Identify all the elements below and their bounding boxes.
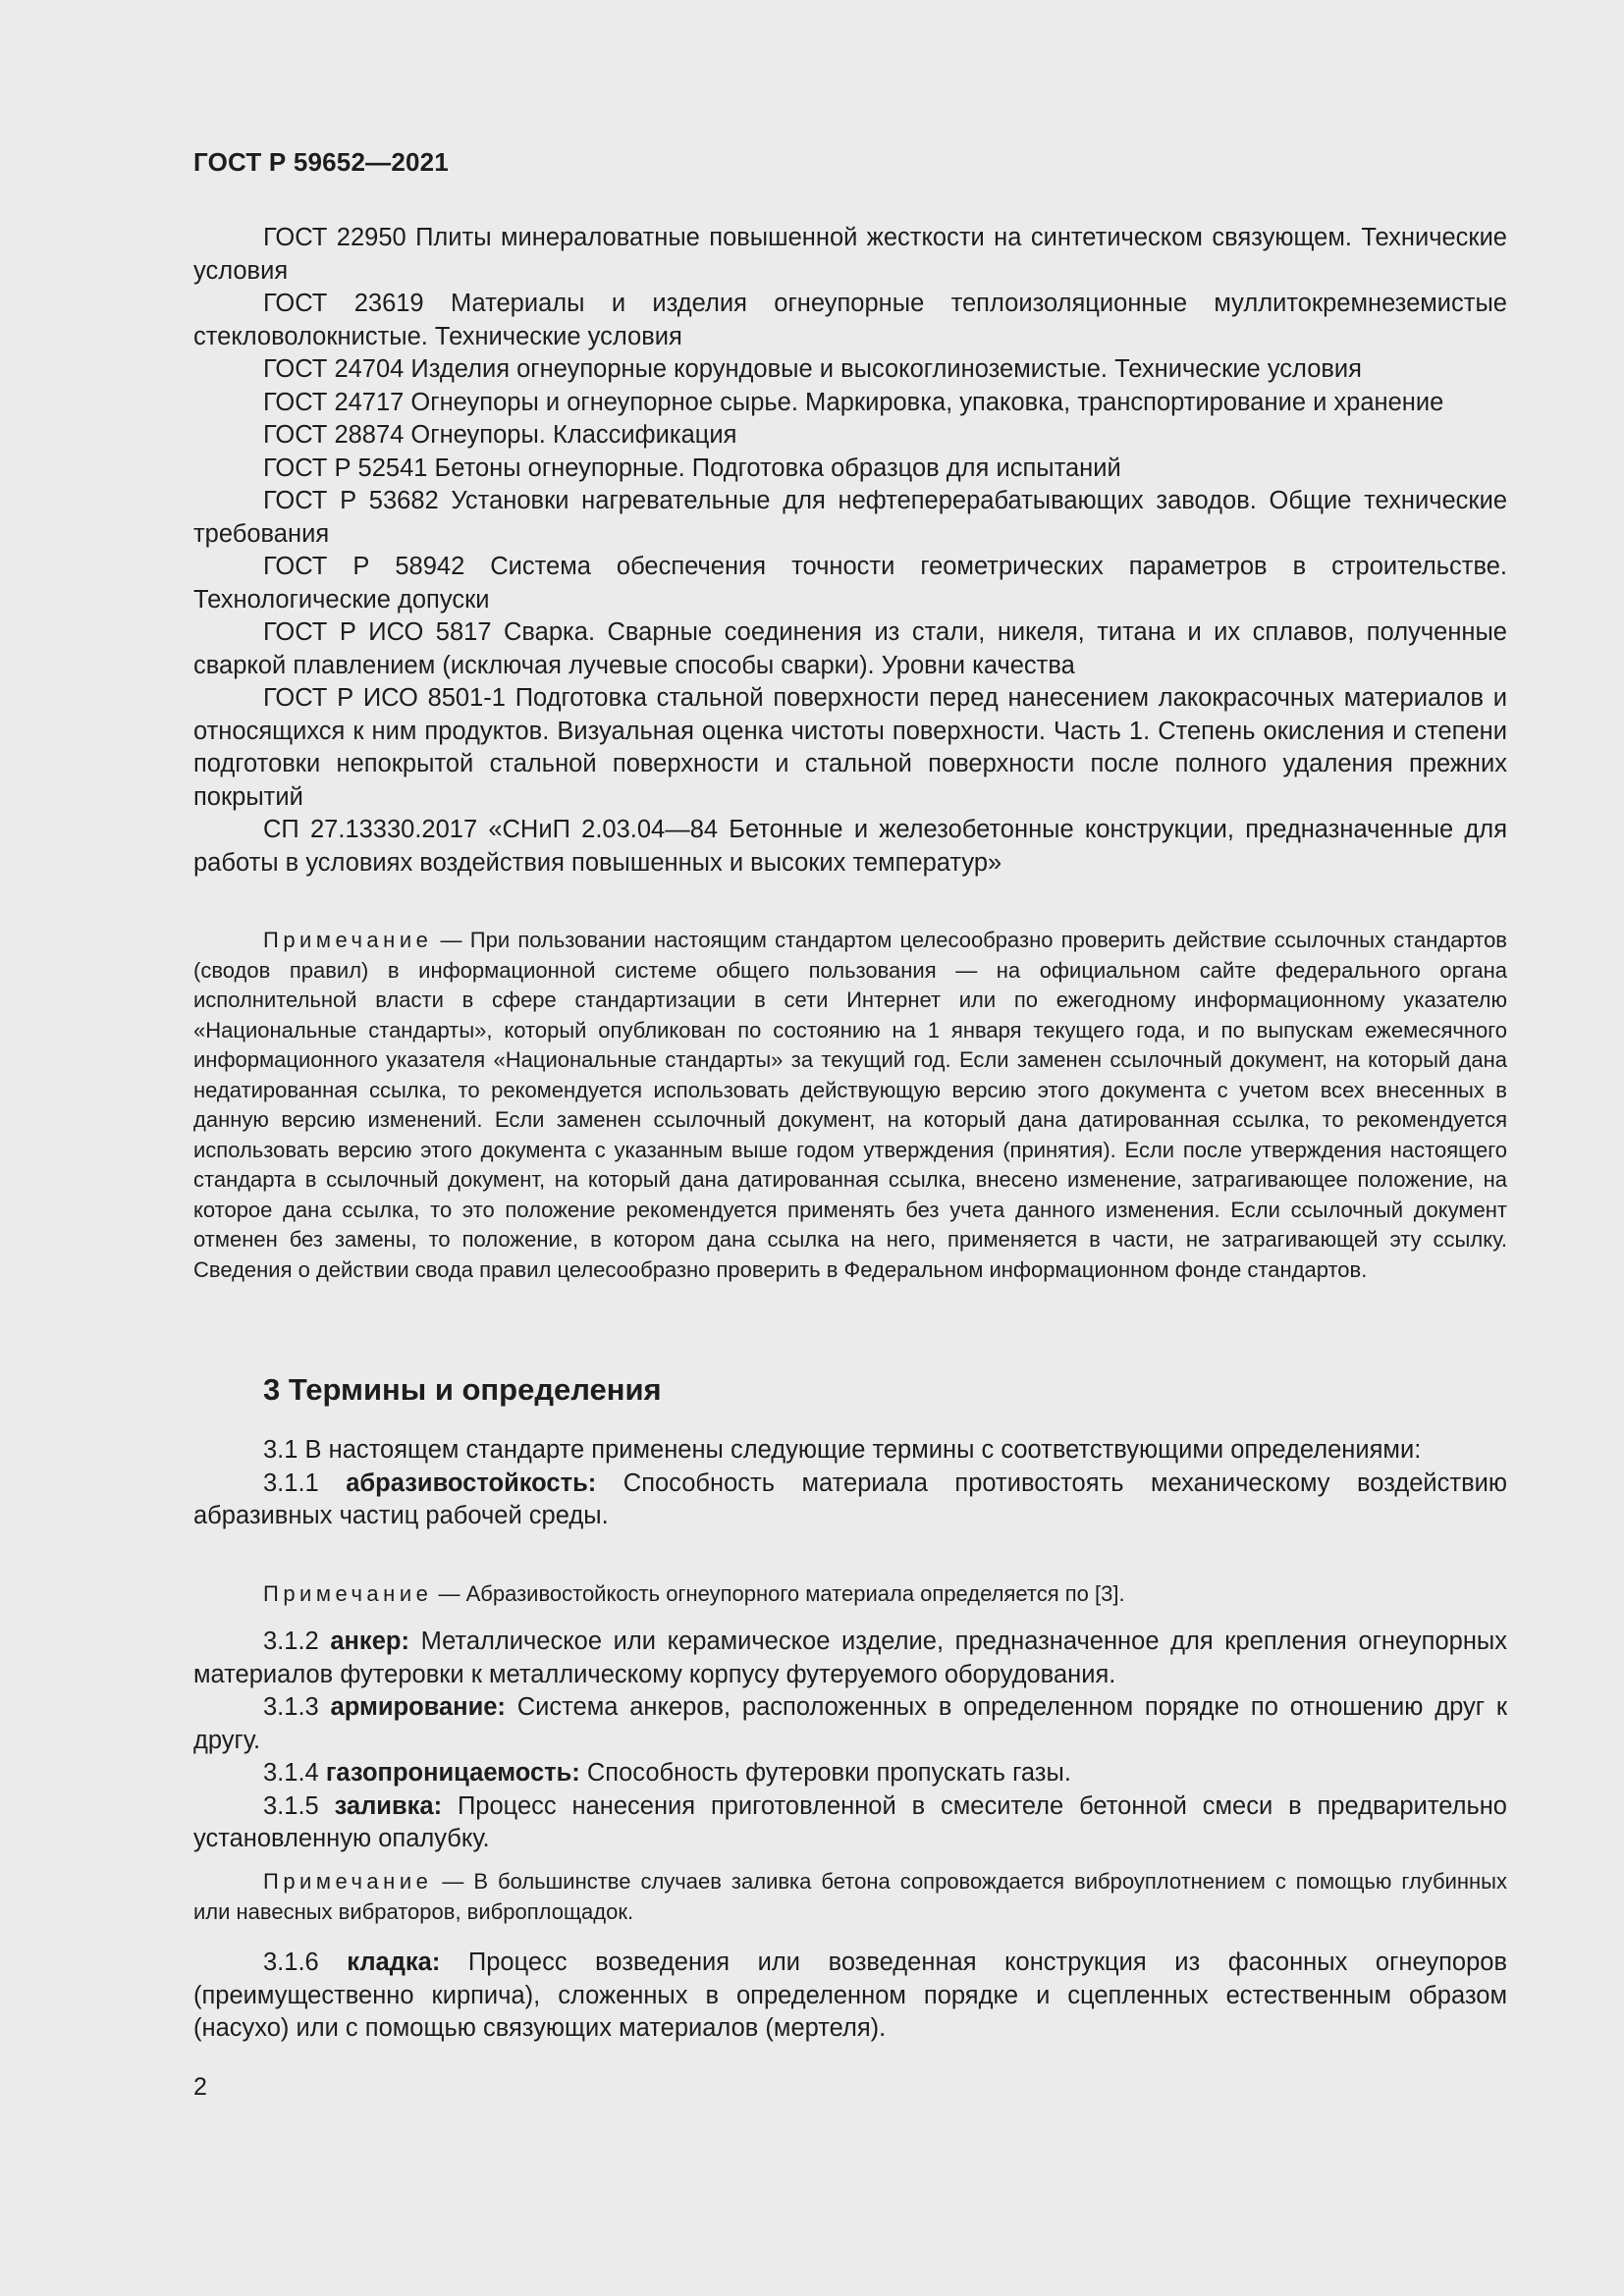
- term-name: анкер:: [330, 1628, 409, 1655]
- reference-item: ГОСТ Р 52541 Бетоны огнеупорные. Подготовка образцов для испытаний: [263, 454, 1121, 482]
- reference-item: ГОСТ 24717 Огнеупоры и огнеупорное сырье. Маркировка, упаковка, транспортирование и хранение: [263, 388, 1444, 416]
- note-label: Примечание: [263, 1869, 433, 1894]
- term-name: абразивостойкость:: [346, 1468, 597, 1497]
- page-number: 2: [193, 2073, 207, 2101]
- reference-item: СП 27.13330.2017 «СНиП 2.03.04—84 Бетонные и железобетонные конструкции, предназначенные для работы в условиях воздействия повышенных и высоких температур»: [193, 816, 1507, 877]
- term-name: заливка:: [334, 1791, 443, 1820]
- reference-item: ГОСТ 23619 Материалы и изделия огнеупорные теплоизоляционные муллитокремнеземистые стекловолокнистые. Технические условия: [193, 290, 1507, 350]
- term-definition: Способность футеровки пропускать газы.: [579, 1759, 1071, 1787]
- term-definition: Металлическое или керамическое изделие, предназначенное для крепления огнеупорных материалов футеровки к металлическому корпусу футеруемого оборудования.: [193, 1628, 1507, 1688]
- term-note: [193, 1579, 1507, 1610]
- normative-references-list: [193, 222, 1507, 880]
- reference-item: ГОСТ Р ИСО 8501-1 Подготовка стальной поверхности перед нанесением лакокрасочных материалов и относящихся к ним продуктов. Визуальная оценка чистоты поверхности. Часть 1. Степень окисления и степени подготовки непокрытой стальной поверхности и стальной поверхности после полного удаления прежних покрытий: [193, 684, 1507, 811]
- term-entry: 3.1.4 газопроницаемость: Способность футеровки пропускать газы.: [263, 1759, 1071, 1787]
- term-definition: Процесс нанесения приготовленной в смесителе бетонной смеси в предварительно установленную опалубку.: [193, 1791, 1507, 1852]
- note-text: — Абразивостойкость огнеупорного материала определяется по [3].: [432, 1581, 1125, 1606]
- reference-item: ГОСТ Р 58942 Система обеспечения точности геометрических параметров в строительстве. Технологические допуски: [193, 553, 1507, 614]
- term-definition: Система анкеров, расположенных в определенном порядке по отношению друг к другу.: [193, 1693, 1507, 1754]
- term-name: кладка:: [347, 1949, 441, 1976]
- references-note: [193, 926, 1507, 1285]
- note-label: Примечание: [263, 1581, 433, 1606]
- term-entry: 3.1.1 абразивостойкость: Способность материала противостоять механическому воздействию абразивных частиц рабочей среды.: [193, 1468, 1507, 1529]
- term-entry: 3.1.2 анкер: Металлическое или керамическое изделие, предназначенное для крепления огнеупорных материалов футеровки к металлическому корпусу футеруемого оборудования.: [193, 1628, 1507, 1688]
- term-note: [193, 1867, 1507, 1927]
- term-definition: Способность материала противостоять механическому воздействию абразивных частиц рабочей среды.: [193, 1468, 1507, 1529]
- document-code-header: ГОСТ Р 59652—2021: [193, 147, 449, 177]
- term-entry: 3.1.5 заливка: Процесс нанесения приготовленной в смесителе бетонной смеси в предварительно установленную опалубку.: [193, 1791, 1507, 1852]
- reference-item: ГОСТ 22950 Плиты минераловатные повышенной жесткости на синтетическом связующем. Технические условия: [193, 224, 1507, 285]
- reference-item: ГОСТ 28874 Огнеупоры. Классификация: [263, 421, 737, 449]
- note-text: — При пользовании настоящим стандартом целесообразно проверить действие ссылочных стандартов (сводов правил) в информационной системе общего пользования — на официальном сайте федерального органа исполнительной власти в сфере стандартизации в сети Интернет или по ежегодному информационному указателю «Национальные стандарты», который опубликован по состоянию на 1 января текущего года, и по выпускам ежемесячного информационного указателя «Национальные стандарты» за текущий год. Если заменен ссылочный документ, на который дана недатированная ссылка, то рекомендуется использовать действующую версию этого документа с учетом всех внесенных в данную версию изменений. Если заменен ссылочный документ, на который дана датированная ссылка, то рекомендуется использовать версию этого документа с указанным выше годом утверждения (принятия). Если после утверждения настоящего стандарта в ссылочный документ, на который дана датированная ссылка, внесено изменение, затрагивающее положение, на которое дана ссылка, то это положение рекомендуется применять без учета данного изменения. Если ссылочный документ отменен без замены, то положение, в котором дана ссылка на него, применяется в части, не затрагивающей эту ссылку. Сведения о действии свода правил целесообразно проверить в Федеральном информационном фонде стандартов.: [193, 928, 1507, 1282]
- term-definition: Процесс возведения или возведенная конструкция из фасонных огнеупоров (преимущественно кирпича), сложенных в определенном порядке и сцепленных естественным образом (насухо) или с помощью связующих материалов (мертеля).: [193, 1949, 1507, 2042]
- terms-block-2: [193, 1626, 1507, 1856]
- note-text: — В большинстве случаев заливка бетона сопровождается виброуплотнением с помощью глубинных или навесных вибраторов, виброплощадок.: [193, 1869, 1507, 1924]
- term-name: газопроницаемость:: [325, 1759, 580, 1787]
- note-label: Примечание: [263, 928, 433, 952]
- section-intro: 3.1 В настоящем стандарте применены следующие термины с соответствующими определениями:: [263, 1436, 1422, 1464]
- terms-block-3: [193, 1947, 1507, 2046]
- reference-item: ГОСТ Р ИСО 5817 Сварка. Сварные соединения из стали, никеля, титана и их сплавов, полученные сваркой плавлением (исключая лучевые способы сварки). Уровни качества: [193, 618, 1507, 679]
- terms-block-1: [193, 1434, 1507, 1533]
- reference-item: ГОСТ 24704 Изделия огнеупорные корундовые и высокоглиноземистые. Технические условия: [263, 355, 1362, 383]
- section-heading: 3 Термины и определения: [263, 1372, 662, 1407]
- reference-item: ГОСТ Р 53682 Установки нагревательные для нефтеперерабатывающих заводов. Общие технические требования: [193, 487, 1507, 548]
- term-entry: 3.1.6 кладка: Процесс возведения или возведенная конструкция из фасонных огнеупоров (преимущественно кирпича), сложенных в определенном порядке и сцепленных естественным образом (насухо) или с помощью связующих материалов (мертеля).: [193, 1949, 1507, 2042]
- term-entry: 3.1.3 армирование: Система анкеров, расположенных в определенном порядке по отношению друг к другу.: [193, 1693, 1507, 1754]
- term-name: армирование:: [330, 1693, 506, 1721]
